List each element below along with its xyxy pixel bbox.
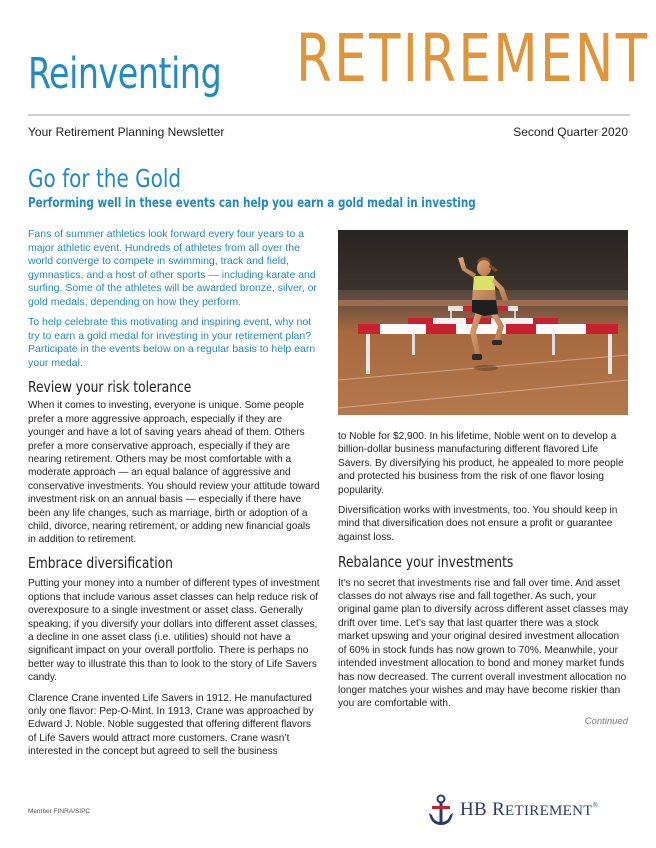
intro-paragraph-2: To help celebrate this motivating and inspiring event, why not try to earn a gold medal for investing in your retirement plan? Participate in the events below on a regular basis to help earn your medal. (28, 316, 316, 369)
masthead-divider (28, 114, 630, 116)
newsletter-issue: Second Quarter 2020 (513, 125, 628, 139)
hurdler-illustration (338, 230, 628, 415)
section-heading-diversification: Embrace diversification (28, 553, 173, 572)
continued-label: Continued (584, 716, 628, 727)
section-diversification-paragraph-2: Clarence Crane invented Life Savers in 1912. He manufactured only one flavor: Pep-O-Mint. In 1913, Crane was approached by Edward J. Noble. Noble suggested that offering different flavors of Life Savers would attract more customers. Crane wasn’t interested in the concept but agreed to sell the business (28, 692, 314, 758)
section-diversification-paragraph-1: Putting your money into a number of different types of investment options that include various asset classes can help reduce risk of overexposure to a single investment or asset class. Generally speaking, if you diversify your dollars into different asset classes, a decline in one asset class (i.e. utilities) should not have a significant impact on your overall portfolio. There is perhaps no better way to illustrate this than to look to the story of Life Savers candy. (28, 578, 320, 684)
intro-paragraph-1: Fans of summer athletics look forward every four years to a major athletic event. Hundreds of athletes from all over the world converge to compete in swimming, track and field, gymnastics, and a host of other sports — including karate and surfing. Some of the athletes will be awarded bronze, silver, or gold medals, depending on how they perform. (28, 228, 317, 308)
masthead-bold: RETIREMENT (296, 20, 650, 97)
left-column (28, 228, 320, 766)
member-finra: Member FINRA/SIPC (28, 808, 91, 815)
article-subtitle: Performing well in these events can help you earn a gold medal in investing (28, 196, 476, 211)
diversification-note-paragraph: Diversification works with investments, too. You should keep in mind that diversification does not ensure a profit or guarantee against loss. (338, 505, 618, 543)
hb-retirement-logo (426, 793, 636, 829)
masthead-light: Reinventing (28, 49, 222, 99)
noble-paragraph: to Noble for $2,900. In his lifetime, Noble went on to develop a billion-dollar business manufacturing different flavored Life Savers. By diversifying his product, he appealed to more people and protected his business from the risk of one flavor losing popularity. (338, 431, 624, 496)
logo-etirement: ETIREMENT (505, 803, 593, 819)
logo-r: R (492, 799, 506, 820)
logo-hb: HB (460, 799, 487, 820)
section-heading-risk: Review your risk tolerance (28, 378, 192, 396)
newsletter-title: Your Retirement Planning Newsletter (28, 125, 225, 139)
anchor-icon (426, 793, 456, 829)
hurdler-photo (338, 230, 628, 415)
section-rebalance-paragraph: It’s no secret that investments rise and fall over time. And asset classes do not always rise and fall together. As such, your original game plan to diversify across different asset classes may drift over time. Let’s say that last quarter there was a stock market upswing and your original desired investment allocation of 60% in stock funds has now grown to 70%. Meanwhile, your intended investment allocation to bond and money market funds has now decreased. The current overall investment allocation no longer matches your wishes and may have become riskier than you are comfortable with. (338, 577, 629, 710)
article-title: Go for the Gold (28, 164, 182, 193)
registered-mark: ® (592, 801, 599, 810)
section-heading-rebalance: Rebalance your investments (338, 553, 514, 572)
logo-wordmark (460, 799, 598, 821)
right-column (338, 430, 630, 718)
section-risk-paragraph: When it comes to investing, everyone is unique. Some people prefer a more aggressive approach, especially if they are younger and have a lot of saving years ahead of them. Others prefer a more conservative approach, especially if they are nearing retirement. Others may be most comfortable with a moderate approach — an equal balance of aggressive and conservative investments. You should review your attitude toward investment risk on an annual basis — especially if there have been any life changes, such as marriage, birth or adoption of a child, divorce, nearing retirement, or adding new financial goals in addition to retirement. (28, 400, 320, 546)
